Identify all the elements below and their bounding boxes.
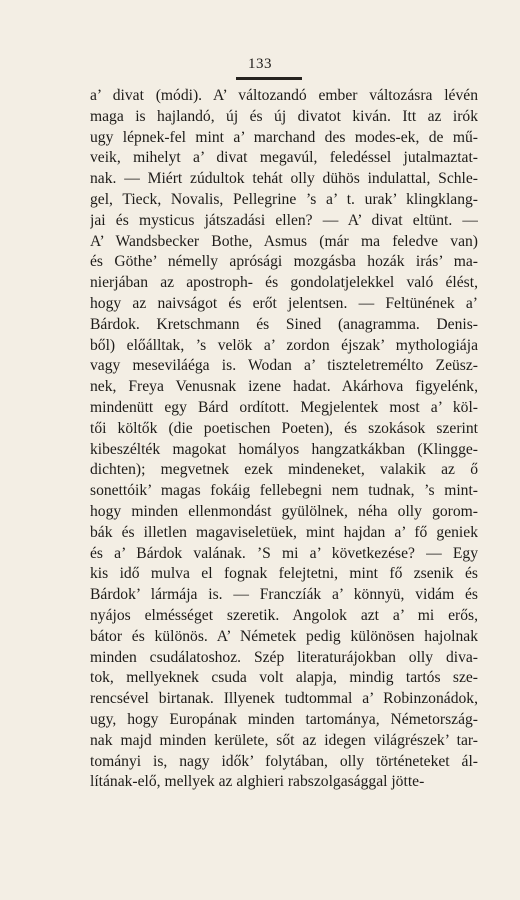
- text-line: és a’ Bárdok valának. ’S mi a’ következése? — Egy: [90, 544, 478, 562]
- header-rule: [236, 77, 302, 80]
- text-line: jai és mysticus játszadási ellen? — A’ divat eltünt. —: [90, 211, 478, 229]
- text-line: Bárdok’ lármája is. — Franczíák a’ könnyü, vidám és: [90, 586, 478, 604]
- text-line: gel, Tieck, Novalis, Pellegrine ’s a’ t. urak’ klingklang-: [90, 190, 478, 208]
- text-line: dichten); megvetnek ezek mindeneket, valakik az ő: [90, 461, 478, 479]
- text-line: A’ Wandsbecker Bothe, Asmus (már ma feledve van): [90, 232, 478, 250]
- text-line: nierjában az apostroph- és gondolatjelekkel való élést,: [90, 274, 478, 292]
- text-line: Bárdok. Kretschmann és Sined (anagramma. Denis-: [90, 315, 478, 333]
- text-line: tői költők (die poetischen Poeten), és szokások szerint: [90, 419, 478, 437]
- text-line: nak. — Miért zúdultok tehát olly dühös indulattal, Schle-: [90, 170, 478, 188]
- text-line: a’ divat (módi). A’ változandó ember változásra lévén: [90, 87, 478, 104]
- text-line: hogy minden ellenmondást gyülölnek, néha olly gorom-: [90, 502, 478, 520]
- text-line: veik, mihelyt a’ divat megavúl, feledéssel jutalmaztat-: [90, 149, 478, 167]
- text-line: nek, Freya Venusnak izene hadat. Akárhova figyelénk,: [90, 378, 478, 396]
- text-line: ugy, hogy Europának minden tartománya, Németország-: [90, 710, 478, 728]
- text-line: bátor és különös. A’ Németek pedig különösen hajolnak: [90, 627, 478, 645]
- text-line: ugy lépnek-fel mint a’ marchand des modes-ek, de mű-: [90, 128, 478, 146]
- text-line: lítának-elő, mellyek az alghieri rabszolgasággal jötte-: [90, 773, 425, 791]
- text-line: nak majd minden kerülete, sőt az idegen világrészek’ tar-: [90, 731, 478, 749]
- text-line: kibeszélték magokat homályos hangzatkákban (Klingge-: [90, 440, 478, 458]
- page-number: 133: [248, 56, 272, 72]
- text-line: rencsével birtanak. Illyenek tudtommal a’ Robinzonádok,: [90, 690, 478, 708]
- text-line: sonettóik’ magas fokáig fellebegni nem tudnak, ’s mint-: [90, 482, 478, 500]
- text-line: tományi is, nagy idők’ folytában, olly történeteket ál-: [90, 752, 478, 770]
- text-line: minden csudálatoshoz. Szép literaturájokban olly diva-: [90, 648, 478, 666]
- text-line: és Göthe’ némelly aprósági mozgásba hozák irás’ ma-: [90, 253, 478, 271]
- text-line: bák és illetlen magaviseletüek, mint hajdan a’ fő geniek: [90, 523, 478, 541]
- text-line: maga is hajlandó, új és új divatot kiván. Itt az irók: [90, 107, 478, 125]
- text-line: tok, mellyeknek csuda volt alapja, mindig tartós sze-: [90, 669, 478, 687]
- text-line: hogy az naivságot és erőt jelentsen. — Feltünének a’: [90, 294, 478, 312]
- text-line: mindenütt egy Bárd ordított. Megjelentek most a’ köl-: [90, 398, 478, 416]
- text-line: ből) előálltak, ’s velök a’ zordon éjszak’ mythologiája: [90, 336, 478, 354]
- body-text: [90, 86, 478, 793]
- text-line: nyájos elmésséget szeretik. Angolok azt a’ mi erős,: [90, 606, 478, 624]
- text-line: vagy meseviláéga is. Wodan a’ tiszteletremélto Zeüsz-: [90, 357, 478, 375]
- text-line: kis idő mulva el fognak felejtetni, mint fő zsenik és: [90, 565, 478, 583]
